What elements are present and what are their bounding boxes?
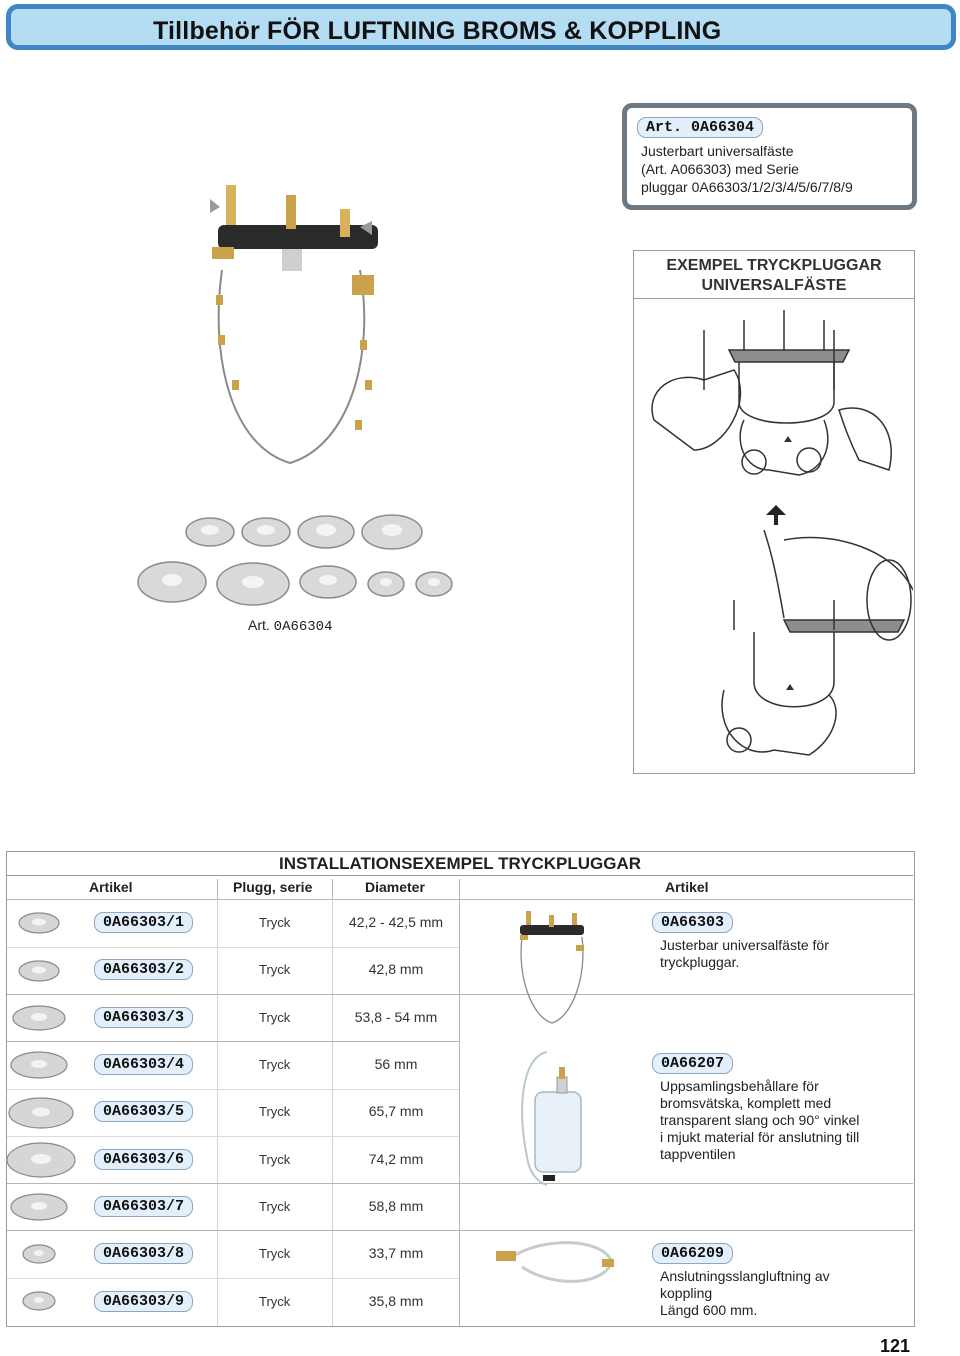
universal-bracket-thumb bbox=[512, 907, 592, 1027]
table-row-code bbox=[94, 1291, 193, 1312]
divider bbox=[7, 899, 913, 900]
plug-type: Tryck bbox=[259, 1199, 291, 1214]
art-caption-code: 0A66304 bbox=[273, 619, 333, 635]
article-desc-line: Längd 600 mm. bbox=[660, 1302, 758, 1318]
col-header-artikel: Artikel bbox=[89, 879, 133, 895]
diameter-value: 42,8 mm bbox=[368, 961, 424, 977]
plug-type: Tryck bbox=[259, 1246, 291, 1261]
table-row-code bbox=[94, 1149, 193, 1170]
table-row-code bbox=[94, 1007, 193, 1028]
article-badge: 0A66303/7 bbox=[94, 1196, 193, 1217]
art-info-box bbox=[622, 103, 917, 210]
divider bbox=[7, 1230, 913, 1231]
example-heading bbox=[634, 251, 914, 299]
example-box bbox=[633, 250, 915, 774]
article-desc-line: tryckpluggar. bbox=[660, 954, 740, 970]
article-desc-line: Anslutningsslangluftning av bbox=[660, 1268, 830, 1284]
pressure-plugs-image bbox=[130, 510, 470, 610]
article-badge: 0A66303/4 bbox=[94, 1054, 193, 1075]
collection-bottle-image bbox=[517, 1047, 587, 1192]
art-desc-line: (Art. A066303) med Serie bbox=[641, 161, 799, 177]
divider bbox=[217, 879, 218, 901]
table-row-code bbox=[94, 1196, 193, 1217]
article-desc-line: i mjukt material för anslutning till bbox=[660, 1129, 860, 1145]
divider bbox=[332, 879, 333, 901]
connection-hose-image bbox=[492, 1237, 622, 1297]
article-badge: 0A66209 bbox=[652, 1243, 733, 1264]
article-desc-line: transparent slang och 90° vinkel bbox=[660, 1112, 860, 1128]
col-header-diameter: Diameter bbox=[365, 879, 425, 895]
col-header-artikel-right: Artikel bbox=[665, 879, 709, 895]
installation-table bbox=[6, 851, 915, 1327]
art-caption bbox=[248, 617, 332, 635]
article-badge: 0A66303/9 bbox=[94, 1291, 193, 1312]
article-desc-line: tappventilen bbox=[660, 1146, 736, 1162]
article-badge: 0A66207 bbox=[652, 1053, 733, 1074]
page-title: Tillbehör FÖR LUFTNING BROMS & KOPPLING bbox=[153, 17, 722, 45]
diameter-value: 74,2 mm bbox=[368, 1151, 424, 1167]
divider bbox=[217, 899, 218, 1326]
table-row-code bbox=[94, 959, 193, 980]
diameter-value: 53,8 - 54 mm bbox=[354, 1009, 438, 1025]
article-badge: 0A66303/5 bbox=[94, 1101, 193, 1122]
table-row-code bbox=[94, 1101, 193, 1122]
plug-type: Tryck bbox=[259, 1152, 291, 1167]
diameter-value: 56 mm bbox=[374, 1056, 418, 1072]
article-badge: 0A66303/3 bbox=[94, 1007, 193, 1028]
col-header-plugg: Plugg, serie bbox=[233, 879, 313, 895]
art-desc-line: pluggar 0A66303/1/2/3/4/5/6/7/8/9 bbox=[641, 179, 853, 195]
article-desc-line: koppling bbox=[660, 1285, 713, 1301]
article-badge: 0A66303/2 bbox=[94, 959, 193, 980]
installation-example-image bbox=[634, 300, 913, 772]
table-title: INSTALLATIONSEXEMPEL TRYCKPLUGGAR bbox=[7, 852, 913, 876]
header-banner bbox=[6, 4, 956, 50]
diameter-value: 33,7 mm bbox=[368, 1245, 424, 1261]
table-row-code bbox=[94, 1054, 193, 1075]
article-info-0A66207 bbox=[652, 1053, 859, 1163]
art-caption-prefix: Art. bbox=[248, 617, 274, 633]
table-row-code bbox=[94, 912, 193, 933]
plug-type: Tryck bbox=[259, 1057, 291, 1072]
article-desc-line: Uppsamlingsbehållare för bbox=[660, 1078, 819, 1094]
diameter-value: 58,8 mm bbox=[368, 1198, 424, 1214]
article-desc-line: bromsvätska, komplett med bbox=[660, 1095, 832, 1111]
plug-thumbnails bbox=[7, 902, 95, 1326]
art-desc-line: Justerbart universalfäste bbox=[641, 143, 794, 159]
article-info-0A66303 bbox=[652, 912, 829, 971]
diameter-value: 65,7 mm bbox=[368, 1103, 424, 1119]
plug-type: Tryck bbox=[259, 1104, 291, 1119]
plug-type: Tryck bbox=[259, 1294, 291, 1309]
divider bbox=[7, 1183, 913, 1184]
art-description bbox=[641, 142, 911, 196]
article-badge: 0A66303/8 bbox=[94, 1243, 193, 1264]
diameter-value: 35,8 mm bbox=[368, 1293, 424, 1309]
article-badge: 0A66303/1 bbox=[94, 912, 193, 933]
article-badge: 0A66303/6 bbox=[94, 1149, 193, 1170]
plug-type: Tryck bbox=[259, 915, 291, 930]
plug-type: Tryck bbox=[259, 1010, 291, 1025]
divider bbox=[459, 879, 460, 1326]
example-heading-line: UNIVERSALFÄSTE bbox=[701, 277, 847, 294]
article-badge: 0A66303 bbox=[652, 912, 733, 933]
table-row-code bbox=[94, 1243, 193, 1264]
page-number: 121 bbox=[880, 1336, 911, 1356]
article-desc-line: Justerbar universalfäste för bbox=[660, 937, 829, 953]
example-heading-line: EXEMPEL TRYCKPLUGGAR bbox=[666, 257, 882, 274]
plug-type: Tryck bbox=[259, 962, 291, 977]
article-info-0A66209 bbox=[652, 1243, 830, 1319]
diameter-value: 42,2 - 42,5 mm bbox=[348, 914, 444, 930]
art-code-badge: Art. 0A66304 bbox=[637, 117, 763, 138]
universal-bracket-image bbox=[190, 175, 400, 470]
divider bbox=[7, 994, 913, 995]
